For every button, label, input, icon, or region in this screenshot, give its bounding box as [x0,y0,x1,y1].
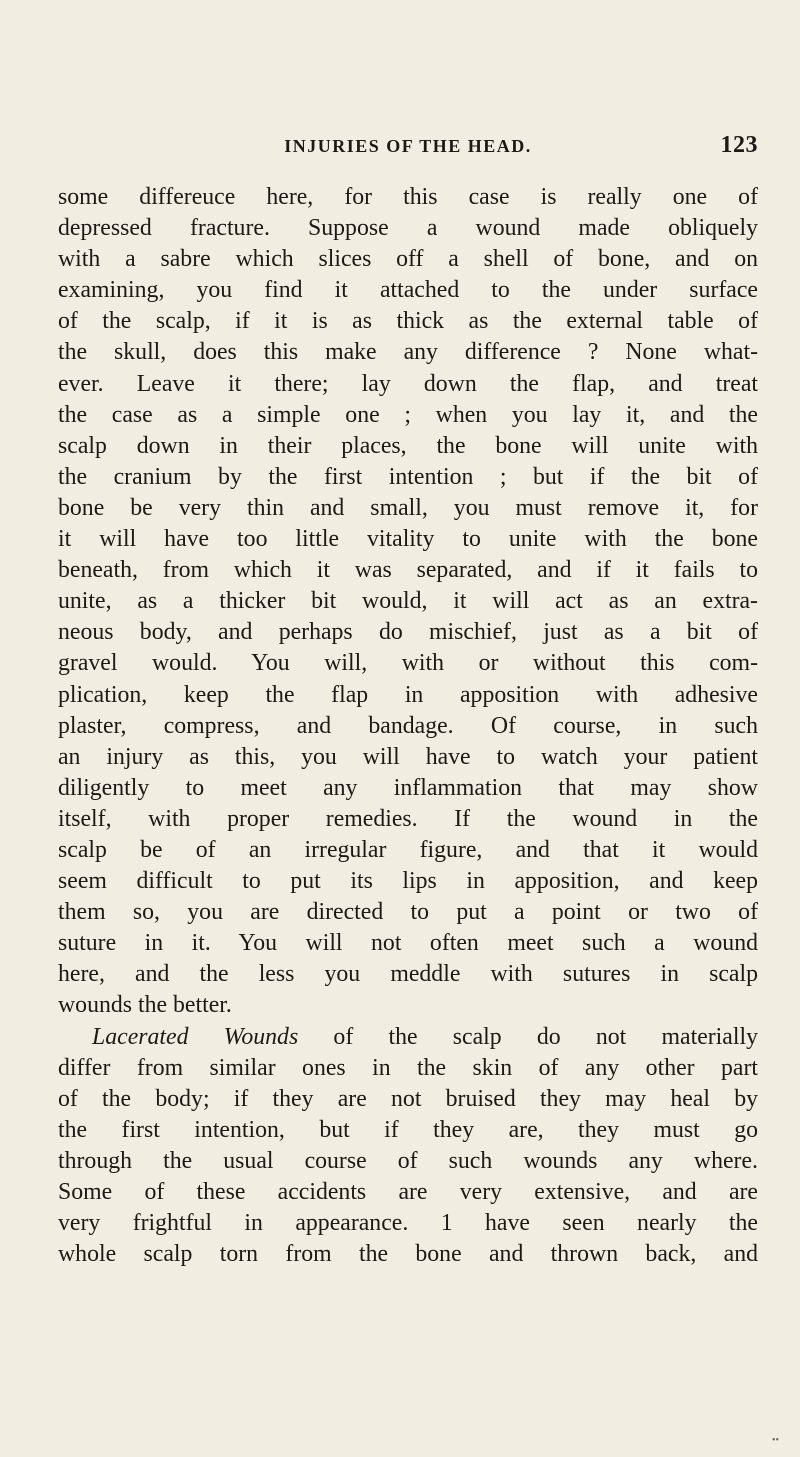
text-line: an injury as this, you will have to watch your patient [58,743,758,770]
text-line: gravel would. You will, with or without this com- [58,650,758,677]
text-line: beneath, from which it was separated, and if it fails to [58,557,758,584]
text-line: suture in it. You will not often meet such a wound [58,930,758,957]
text-line: Some of these accidents are very extensive, and are [58,1179,758,1205]
text-line: wounds the better. [58,992,232,1019]
page-number: 123 [720,132,758,158]
text-line: of the body; if they are not bruised they may heal by [58,1085,758,1112]
text-line: depressed fracture. Suppose a wound made obliquely [58,215,758,242]
text-line: whole scalp torn from the bone and thrown back, and [58,1241,758,1268]
text-line: very frightful in appearance. 1 have seen nearly the [58,1210,758,1237]
text-line: of the scalp, if it is as thick as the external table of [58,308,758,335]
first-line-rest: of the scalp do not materially [298,1023,758,1050]
text-line: bone be very thin and small, you must remove it, for [58,494,758,521]
text-line: the cranium by the first intention ; but if the bit of [58,463,758,490]
text-line: scalp down in their places, the bone will unite with [58,432,758,459]
text-line: here, and the less you meddle with sutures in scalp [58,961,758,988]
text-line: plaster, compress, and bandage. Of course, in such [58,712,758,739]
text-line: the first intention, but if they are, they must go [58,1116,758,1143]
text-line: the skull, does this make any difference ? None what- [58,339,758,366]
text-line: them so, you are directed to put a point or two of [58,899,758,926]
text-line: it will have too little vitality to unite with the bone [58,526,758,553]
text-line: examining, you find it attached to the under surface [58,277,758,304]
text-line: ever. Leave it there; lay down the flap, and treat [58,370,758,397]
text-line: differ from similar ones in the skin of any other part [58,1054,758,1081]
paragraph-1 [58,182,758,1022]
text-line: neous body, and perhaps do mischief, just as a bit of [58,619,758,646]
text-line: scalp be of an irregular figure, and that it would [58,836,758,863]
paragraph-2-first-line [58,1022,758,1053]
text-line: through the usual course of such wounds any where. [58,1147,758,1174]
paragraph-2 [58,1022,758,1271]
text-line: unite, as a thicker bit would, it will act as an extra- [58,588,758,615]
text-line: plication, keep the flap in apposition with adhesive [58,681,758,708]
text-line: seem difficult to put its lips in apposition, and keep [58,868,758,895]
italic-heading: Lacerated Wounds [92,1023,299,1050]
text-line: some differeuce here, for this case is really one of [58,184,758,210]
running-title: INJURIES OF THE HEAD. [284,136,532,156]
body-text [58,182,758,1270]
text-line: diligently to meet any inflammation that may show [58,774,758,801]
text-line: itself, with proper remedies. If the wound in the [58,805,758,832]
text-line: the case as a simple one ; when you lay it, and the [58,401,758,428]
text-line: with a sabre which slices off a shell of bone, and on [58,246,758,273]
running-head [58,132,758,166]
margin-mark: •• [772,1435,780,1446]
